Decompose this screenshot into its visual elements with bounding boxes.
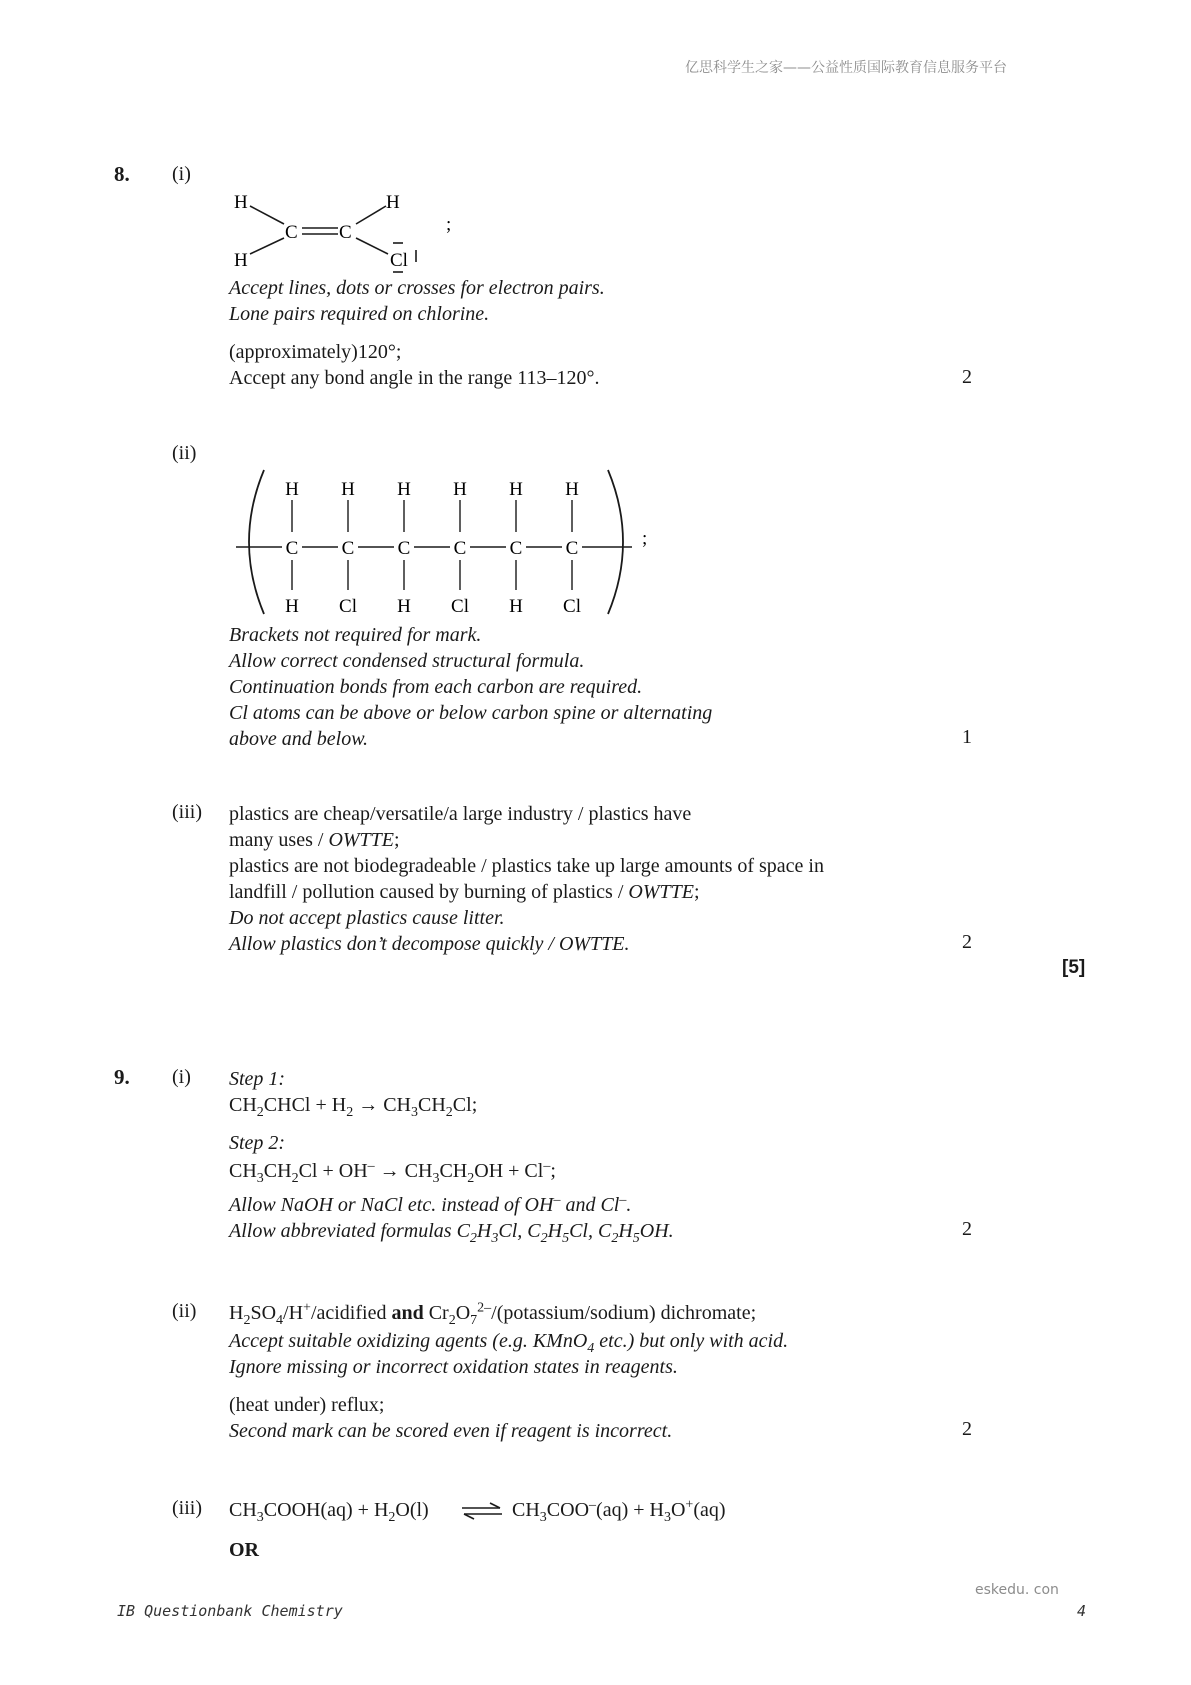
q8-ii-mark: 1: [962, 726, 972, 748]
q8-iii-line-4: landfill / pollution caused by burning of plastics / OWTTE;: [229, 881, 700, 903]
q8-ii-note-2: Allow correct condensed structural formula.: [229, 650, 585, 672]
chloroethene-lewis-structure: [226, 186, 466, 274]
q9-part-iii-label: (iii): [172, 1497, 202, 1519]
q8-ii-note-1: Brackets not required for mark.: [229, 624, 482, 646]
q9-ii-reflux: (heat under) reflux;: [229, 1394, 385, 1416]
q8-iii-note-1: Do not accept plastics cause litter.: [229, 907, 505, 929]
q8-total-marks: [5]: [1062, 957, 1086, 978]
q8-iii-line-3: plastics are not biodegradeable / plastics take up large amounts of space in: [229, 855, 824, 877]
q8-iii-mark: 2: [962, 931, 972, 953]
atom-h: H: [386, 192, 400, 213]
q9-i-step-2-label: Step 2:: [229, 1132, 286, 1154]
q9-iii-or: OR: [229, 1539, 259, 1561]
footer-watermark: eskedu. con: [975, 1582, 1059, 1598]
atom-c: C: [397, 538, 411, 559]
atom-c: C: [341, 538, 355, 559]
atom-c: C: [453, 538, 467, 559]
q9-i-equation-2: $CH_3CH_2Cl + OH^- \to CH_3CH_2OH + Cl^-$;: [229, 1158, 556, 1186]
atom-h: H: [397, 479, 411, 500]
q9-ii-note-1: Accept suitable oxidizing agents (e.g. KMnO$_4$ etc.) but only with acid.: [229, 1330, 789, 1356]
atom-c: C: [509, 538, 523, 559]
atom-c: C: [339, 222, 352, 243]
footer-source: IB Questionbank Chemistry: [117, 1602, 343, 1620]
q8-part-ii-label: (ii): [172, 442, 197, 464]
q9-iii-equation-rhs: $CH_3COO^-(aq) + H_3O^+(aq)$: [512, 1497, 726, 1525]
q8-iii-line-2: many uses / OWTTE;: [229, 829, 400, 851]
page-number: 4: [1077, 1602, 1087, 1620]
atom-h: H: [285, 596, 299, 617]
q9-iii-equation-lhs: $CH_3COOH(aq) + H_2O(l)$: [229, 1499, 429, 1525]
answer-semicolon: ;: [446, 214, 452, 235]
header-platform-text: 亿思科学生之家——公益性质国际教育信息服务平台: [685, 60, 1007, 76]
atom-h: H: [453, 479, 467, 500]
q8-ii-note-5: above and below.: [229, 728, 369, 750]
q8-iii-line-1: plastics are cheap/versatile/a large industry / plastics have: [229, 803, 692, 825]
q9-ii-note-2: Ignore missing or incorrect oxidation states in reagents.: [229, 1356, 678, 1378]
atom-cl: Cl: [339, 596, 357, 617]
atom-cl: Cl: [451, 596, 469, 617]
atom-h: H: [341, 479, 355, 500]
pvc-polymer-structure: [232, 462, 652, 622]
q8-part-iii-label: (iii): [172, 801, 202, 823]
atom-h: H: [285, 479, 299, 500]
left-bracket: [249, 470, 264, 614]
q8-i-note-2: Lone pairs required on chlorine.: [229, 303, 490, 325]
right-bracket: [608, 470, 623, 614]
q9-part-i-label: (i): [172, 1066, 191, 1088]
q9-i-note-1: Allow NaOH or NaCl etc. instead of OH– and Cl–.: [229, 1192, 632, 1216]
atom-h: H: [234, 250, 248, 271]
atom-h: H: [397, 596, 411, 617]
q9-i-mark: 2: [962, 1218, 972, 1240]
equilibrium-arrow-icon: [460, 1502, 504, 1520]
atom-cl: Cl: [390, 250, 408, 271]
atom-h: H: [509, 479, 523, 500]
q9-i-step-1-label: Step 1:: [229, 1068, 286, 1090]
atom-c: C: [285, 222, 298, 243]
q9-ii-note-3: Second mark can be scored even if reagent is incorrect.: [229, 1420, 673, 1442]
atom-h: H: [234, 192, 248, 213]
q8-ii-note-4: Cl atoms can be above or below carbon spine or alternating: [229, 702, 713, 724]
q8-iii-note-2: Allow plastics don’t decompose quickly / OWTTE.: [229, 933, 630, 955]
q9-i-note-2: Allow abbreviated formulas $C_2H_3Cl$, $C_2H_5Cl$, $C_2H_5OH$.: [229, 1220, 674, 1246]
question-8-number: 8.: [114, 162, 130, 186]
q9-part-ii-label: (ii): [172, 1300, 197, 1322]
q9-ii-reagent: $H_2SO_4/H^+$/acidified and $Cr_2O_7^{2-}/(potassium/sodium)$ dichromate;: [229, 1300, 757, 1328]
q8-ii-note-3: Continuation bonds from each carbon are required.: [229, 676, 643, 698]
q8-i-mark: 2: [962, 366, 972, 388]
atom-h: H: [565, 479, 579, 500]
q8-i-angle-note: Accept any bond angle in the range 113–120°.: [229, 367, 600, 389]
q8-part-i-label: (i): [172, 163, 191, 185]
atom-c: C: [285, 538, 299, 559]
answer-semicolon: ;: [642, 528, 648, 549]
q8-i-bond-angle: (approximately)120°;: [229, 341, 402, 363]
atom-cl: Cl: [563, 596, 581, 617]
q9-i-equation-1: $CH_2CHCl + H_2 \to CH_3CH_2Cl$;: [229, 1094, 478, 1120]
q9-ii-mark: 2: [962, 1418, 972, 1440]
atom-c: C: [565, 538, 579, 559]
q8-i-note-1: Accept lines, dots or crosses for electron pairs.: [229, 277, 605, 299]
question-9-number: 9.: [114, 1065, 130, 1089]
atom-h: H: [509, 596, 523, 617]
